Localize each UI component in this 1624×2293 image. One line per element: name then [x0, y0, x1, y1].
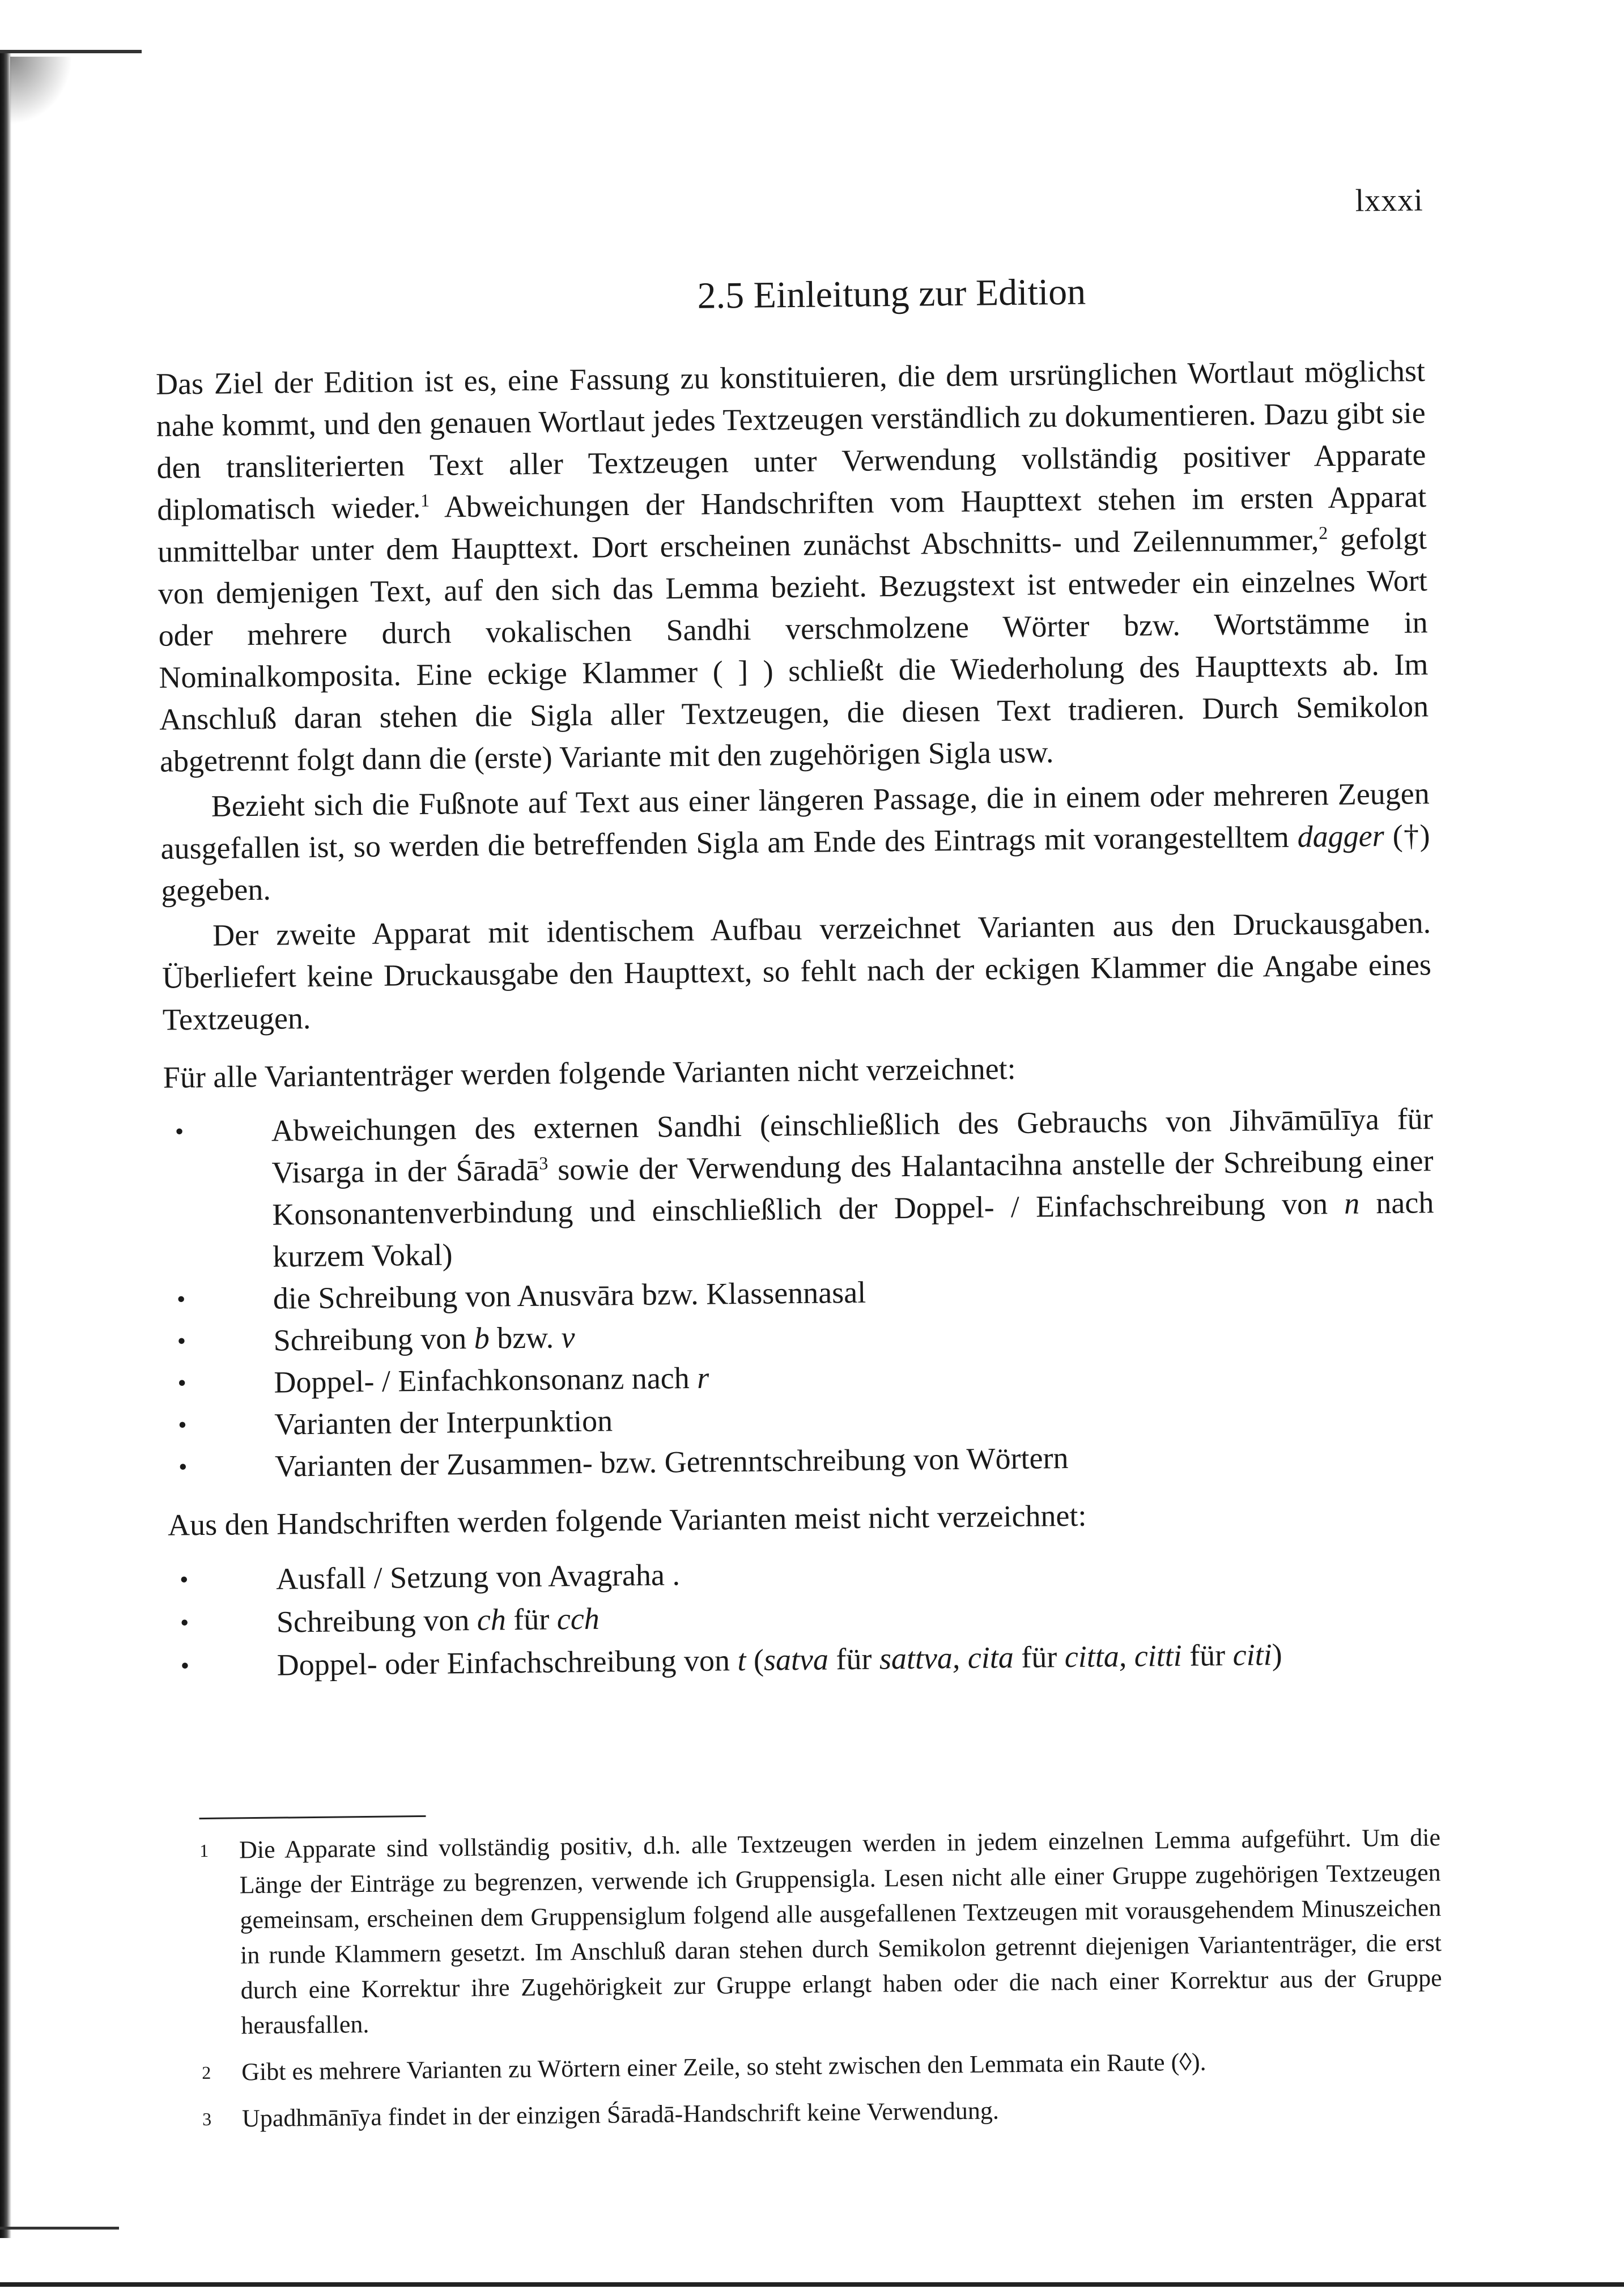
footnotes — [171, 1820, 1443, 2137]
footnote-text: Die Apparate sind vollständig positiv, d.h. alle Textzeugen werden in jedem einzelnen Lemma aufgeführt. Um die Länge der Einträge zu begrenzen, verwende ich Gruppensigla. Lesen nicht alle einer Gruppe zugehörigen Textzeugen gemeinsam, erscheinen dem Gruppensiglum folgend alle ausgefallenen Textzeugen mit vorausgehendem Minuszeichen in runde Klammern gesetzt. Im Anschluß daran stehen durch Semikolon getrennt diejenigen Variantenträger, die erst durch eine Korrektur ihre Zugehörigkeit zur Gruppe erlangt haben oder die nach einer Korrektur aus der Gruppe herausfallen. — [239, 1823, 1442, 2040]
list-item: • Ausfall / Setzung von Avagraha . — [168, 1545, 1438, 1601]
page-bottom-edge — [0, 2282, 1624, 2287]
paragraph-list1-intro: Für alle Variantenträger werden folgende Varianten nicht verzeichnet: — [163, 1051, 1016, 1095]
footnote-text: Gibt es mehrere Varianten zu Wörtern einer Zeile, so steht zwischen den Lemmata ein Raute (◊). — [241, 2048, 1206, 2086]
bullet: • — [178, 1453, 188, 1481]
list-item: • Varianten der Interpunktion — [167, 1391, 1436, 1446]
paragraph-apparatus-intro: Das Ziel der Edition ist es, eine Fassung zu konstituieren, die dem ursrünglichen Wortlaut möglichst nahe kommt, und den genauen Wortlaut jedes Textzeugen verständlich zu dokumentieren. Dazu gibt sie den transliterierten Text aller Textzeugen unter Verwendung vollständig positiver Apparate diplomatisch wieder.$^1$ Abweichungen der Handschriften vom Haupttext stehen im ersten Apparat unmittelbar unter dem Haupttext. Dort erscheinen zunächst Abschnitts- und Zeilennummer,$^2$ gefolgt von demjenigen Text, auf den sich das Lemma bezieht. Bezugstext ist entweder ein einzelnes Wort oder mehrere durch vokalischen Sandhi verschmolzene Wörter bzw. Wortstämme in Nominalkomposita. Eine eckige Klammer ( ] ) schließt die Wiederholung des Haupttexts ab. Im Anschluß daran stehen die Sigla aller Textzeugen, die diesen Text tradieren. Durch Semikolon abgetrennt folgt dann die (erste) Variante mit den zugehörigen Sigla usw. — [155, 354, 1429, 778]
page-number: lxxxi — [1355, 182, 1424, 219]
footnote-number: 3 — [202, 2108, 212, 2130]
binding-shadow — [0, 51, 11, 2238]
footnote-number: 1 — [199, 1840, 209, 1861]
paragraph-second-apparatus: Der zweite Apparat mit identischem Aufbau verzeichnet Varianten aus den Druckausgaben. Überliefert keine Druckausgabe den Haupttext, so fehlt nach der eckigen Klammer die Angabe eines Textzeugen. — [161, 905, 1432, 1037]
bullet: • — [180, 1609, 189, 1637]
binding-top-edge — [0, 50, 142, 53]
list-item: • die Schreibung von Anusvāra bzw. Klassennasal — [165, 1265, 1435, 1320]
list-item: • Doppel- oder Einfachschreibung von t (satva für sattva, cita für citta, citti für citi) — [169, 1631, 1439, 1687]
footnote-ref-1[interactable]: 1 — [420, 490, 430, 510]
list-item: • Schreibung von b bzw. v — [165, 1307, 1435, 1362]
variant-list-manuscripts — [168, 1545, 1439, 1687]
scan-smudge — [10, 57, 73, 125]
variant-list-all — [163, 1097, 1436, 1488]
bullet: • — [175, 1117, 184, 1146]
bullet: • — [176, 1285, 186, 1313]
footnote-3 — [174, 2088, 1444, 2137]
list-item: • Doppel- / Einfachkonsonanz nach r — [166, 1349, 1436, 1404]
footnote-ref-3[interactable]: 3 — [539, 1152, 549, 1173]
list-item: • Abweichungen des externen Sandhi (einschließlich des Gebrauchs von Jihvāmūlīya für Visarga in der Śāradā$^3$ sowie der Verwendung des Halantacihna anstelle der Schreibung einer Konsonantenverbindung und einschließlich der Doppel- / Einfachschreibung von n nach kurzem Vokal) — [175, 1101, 1434, 1274]
footnote-1 — [171, 1820, 1443, 2044]
list-item: • Varianten der Zusammen- bzw. Getrenntschreibung von Wörtern — [167, 1433, 1437, 1488]
bullet: • — [180, 1652, 190, 1680]
binding-bottom-edge — [0, 2227, 119, 2230]
footnote-2 — [173, 2042, 1443, 2090]
paragraph-list2-intro: Aus den Handschriften werden folgende Varianten meist nicht verzeichnet: — [167, 1498, 1087, 1542]
bullet: • — [178, 1411, 187, 1439]
bullet: • — [177, 1369, 187, 1397]
section-title: 2.5 Einleitung zur Edition — [697, 271, 1086, 317]
footnote-ref-2[interactable]: 2 — [1319, 522, 1328, 543]
book-page — [154, 165, 1443, 2148]
footnote-separator — [199, 1815, 426, 1819]
list-item: • Schreibung von ch für cch — [169, 1588, 1439, 1644]
footnote-text: Upadhmānīya findet in der einzigen Śāradā-Handschrift keine Verwendung. — [241, 2096, 1000, 2133]
paragraph-dagger: Bezieht sich die Fußnote auf Text aus einer längeren Passage, die in einem oder mehreren Zeugen ausgefallen ist, so werden die betreffenden Sigla am Ende des Eintrags mit vorangestelltem dagger (†) gegeben. — [160, 776, 1430, 908]
bullet: • — [179, 1565, 189, 1594]
bullet: • — [177, 1327, 186, 1355]
body-text — [156, 350, 1439, 1687]
footnote-number: 2 — [202, 2062, 211, 2083]
